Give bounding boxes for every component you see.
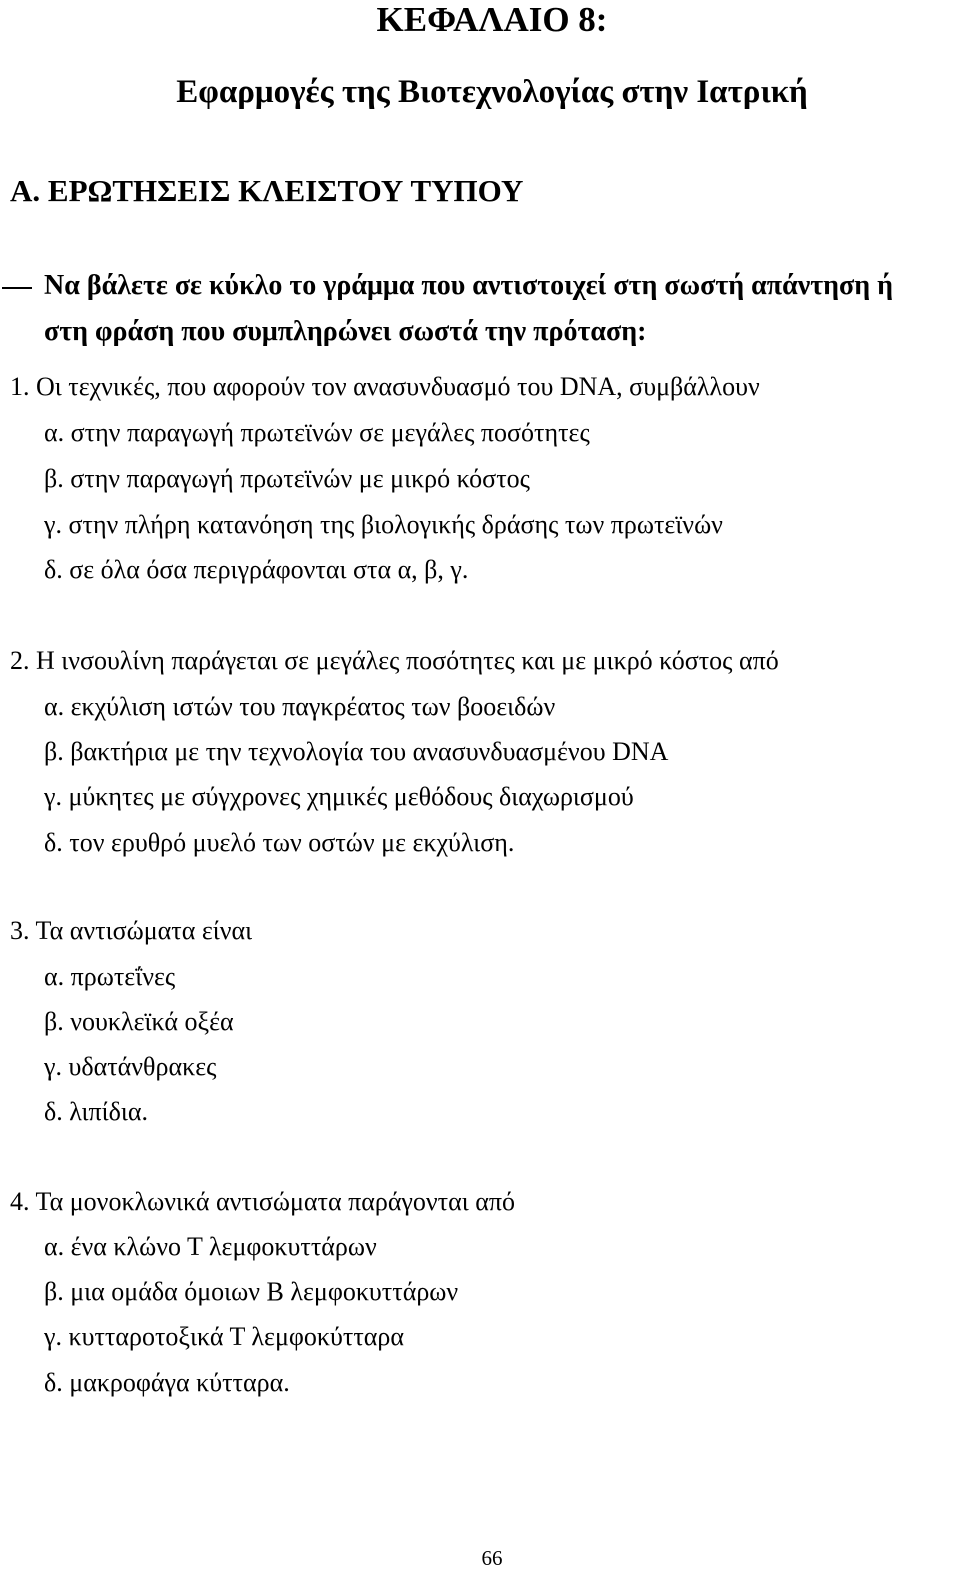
question-4-option-d: δ. μακροφάγα κύτταρα. xyxy=(44,1368,290,1397)
question-2-option-b: β. βακτήρια με την τεχνολογία του ανασυνδυασμένου DNA xyxy=(44,737,669,766)
question-2-option-d: δ. τον ερυθρό μυελό των οστών με εκχύλιση. xyxy=(44,828,515,857)
question-4-option-a: α. ένα κλώνο Τ λεμφοκυττάρων xyxy=(44,1232,377,1261)
question-3-option-c: γ. υδατάνθρακες xyxy=(44,1052,217,1081)
question-2-stem: 2. Η ινσουλίνη παράγεται σε μεγάλες ποσότητες και με μικρό κόστος από xyxy=(10,646,779,675)
question-4-stem: 4. Τα μονοκλωνικά αντισώματα παράγονται από xyxy=(10,1187,515,1216)
question-4-option-c: γ. κυτταροτοξικά Τ λεμφοκύτταρα xyxy=(44,1322,404,1351)
chapter-title: ΚΕΦΑΛΑΙΟ 8: xyxy=(376,0,608,39)
question-1-option-c: γ. στην πλήρη κατανόηση της βιολογικής δράσης των πρωτεϊνών xyxy=(44,510,723,539)
instruction-dash xyxy=(2,287,32,289)
question-1-option-d: δ. σε όλα όσα περιγράφονται στα α, β, γ. xyxy=(44,555,469,584)
question-3-option-d: δ. λιπίδια. xyxy=(44,1097,149,1126)
question-3-stem: 3. Τα αντισώματα είναι xyxy=(10,916,253,945)
question-2-option-c: γ. μύκητες με σύγχρονες χημικές μεθόδους διαχωρισμού xyxy=(44,782,634,811)
instruction-line-2: στη φράση που συμπληρώνει σωστά την πρόταση: xyxy=(44,316,647,347)
question-1-stem: 1. Οι τεχνικές, που αφορούν τον ανασυνδυασμό του DNA, συμβάλλουν xyxy=(10,372,760,401)
question-2-option-a: α. εκχύλιση ιστών του παγκρέατος των βοοειδών xyxy=(44,692,556,721)
instruction-line-1: Να βάλετε σε κύκλο το γράμμα που αντιστοιχεί στη σωστή απάντηση ή xyxy=(44,270,894,301)
chapter-subtitle: Εφαρμογές της Βιοτεχνολογίας στην Ιατρική xyxy=(176,74,808,110)
page-number: 66 xyxy=(481,1546,503,1570)
question-1-option-a: α. στην παραγωγή πρωτεϊνών σε μεγάλες ποσότητες xyxy=(44,418,590,447)
question-4-option-b: β. μια ομάδα όμοιων Β λεμφοκυττάρων xyxy=(44,1277,459,1306)
section-heading: Α. ΕΡΩΤΗΣΕΙΣ ΚΛΕΙΣΤΟΥ ΤΥΠΟΥ xyxy=(10,173,524,208)
question-1-option-b: β. στην παραγωγή πρωτεϊνών με μικρό κόστος xyxy=(44,464,530,493)
question-3-option-a: α. πρωτεΐνες xyxy=(44,962,176,991)
question-3-option-b: β. νουκλεϊκά οξέα xyxy=(44,1007,234,1036)
